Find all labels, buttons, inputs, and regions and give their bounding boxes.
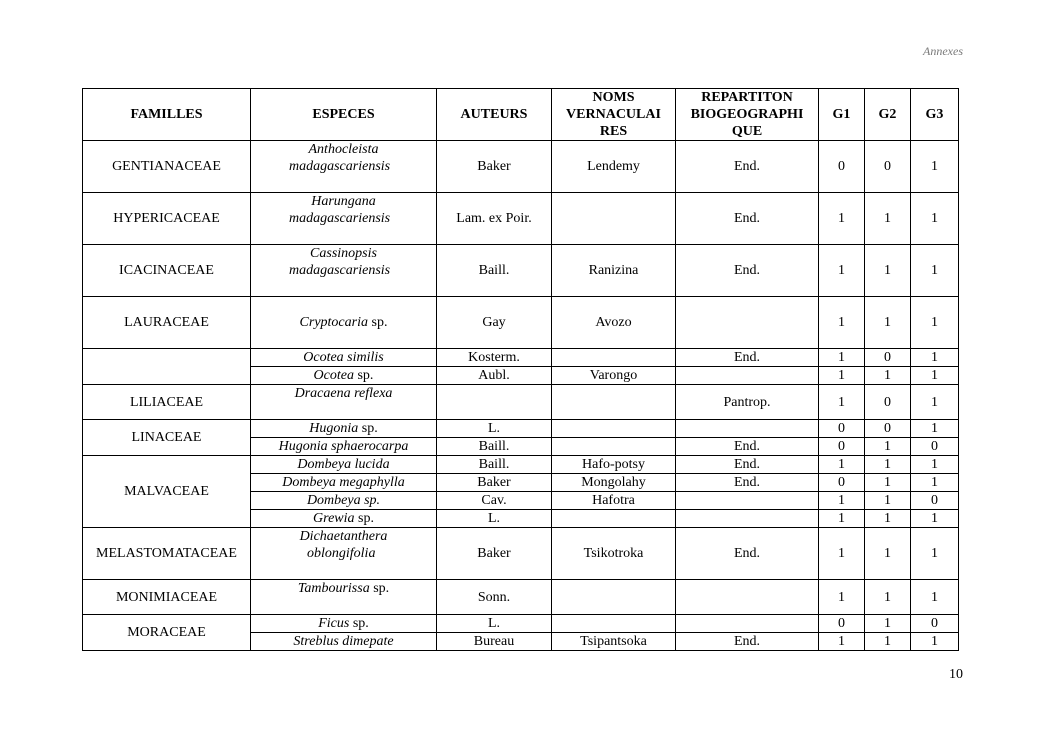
- author-cell: Kosterm.: [437, 349, 552, 367]
- species-table: [82, 88, 959, 651]
- g1-cell: 1: [819, 367, 865, 385]
- vernacular-cell: Hafotra: [552, 492, 676, 510]
- species-cell: [251, 349, 437, 367]
- g3-cell: 1: [911, 367, 959, 385]
- species-name: Dombeya megaphylla: [282, 475, 405, 490]
- g1-cell: 1: [819, 580, 865, 615]
- vernacular-cell: [552, 193, 676, 245]
- distribution-cell: [676, 367, 819, 385]
- g3-cell: 0: [911, 438, 959, 456]
- species-suffix: sp.: [349, 616, 369, 631]
- g3-cell: 1: [911, 474, 959, 492]
- g1-cell: 1: [819, 528, 865, 580]
- distribution-cell: [676, 420, 819, 438]
- family-cell: MORACEAE: [83, 615, 251, 651]
- species-line2: oblongifolia: [307, 546, 376, 561]
- g2-cell: 1: [865, 633, 911, 651]
- species-cell: [251, 528, 437, 580]
- table-row: [83, 245, 959, 297]
- g2-cell: 1: [865, 367, 911, 385]
- species-cell: [251, 367, 437, 385]
- family-cell: ICACINACEAE: [83, 245, 251, 297]
- g3-cell: 1: [911, 193, 959, 245]
- author-cell: Baker: [437, 474, 552, 492]
- col-header-noms-line3: RES: [599, 124, 628, 139]
- species-name: Streblus dimepate: [293, 634, 394, 649]
- col-header-rep-line2: BIOGEOGRAPHI: [690, 107, 804, 122]
- g3-cell: 1: [911, 528, 959, 580]
- species-name: Ficus: [318, 616, 350, 631]
- distribution-cell: End.: [676, 141, 819, 193]
- g2-cell: 0: [865, 141, 911, 193]
- table-row: [83, 420, 959, 438]
- species-suffix: sp.: [353, 368, 374, 383]
- col-header-familles: FAMILLES: [83, 89, 251, 141]
- species-cell: [251, 633, 437, 651]
- species-name: Hugonia: [309, 421, 359, 436]
- author-cell: [437, 385, 552, 420]
- g1-cell: 1: [819, 297, 865, 349]
- g1-cell: 0: [819, 615, 865, 633]
- g2-cell: 1: [865, 456, 911, 474]
- author-cell: Gay: [437, 297, 552, 349]
- vernacular-cell: [552, 510, 676, 528]
- species-name: Dombeya lucida: [297, 457, 390, 472]
- col-header-noms-line2: VERNACULAI: [566, 107, 661, 122]
- vernacular-cell: Hafo-potsy: [552, 456, 676, 474]
- g1-cell: 1: [819, 245, 865, 297]
- g3-cell: 1: [911, 297, 959, 349]
- g2-cell: 0: [865, 349, 911, 367]
- species-line1: Cassinopsis: [310, 246, 377, 261]
- col-header-auteurs: AUTEURS: [437, 89, 552, 141]
- family-cell: GENTIANACEAE: [83, 141, 251, 193]
- g2-cell: 1: [865, 492, 911, 510]
- g1-cell: 1: [819, 349, 865, 367]
- species-line2: madagascariensis: [289, 211, 391, 226]
- species-name: Grewia: [313, 511, 355, 526]
- distribution-cell: Pantrop.: [676, 385, 819, 420]
- col-header-g1: G1: [819, 89, 865, 141]
- g3-cell: 1: [911, 385, 959, 420]
- distribution-cell: End.: [676, 349, 819, 367]
- author-cell: Sonn.: [437, 580, 552, 615]
- table-row: [83, 580, 959, 615]
- author-cell: Lam. ex Poir.: [437, 193, 552, 245]
- g2-cell: 0: [865, 385, 911, 420]
- table-row: [83, 141, 959, 193]
- table-row: [83, 297, 959, 349]
- g3-cell: 1: [911, 456, 959, 474]
- species-cell: [251, 510, 437, 528]
- distribution-cell: End.: [676, 438, 819, 456]
- species-cell: [251, 193, 437, 245]
- col-header-repartition: [676, 89, 819, 141]
- species-cell: [251, 438, 437, 456]
- species-line1: Dichaetanthera: [299, 529, 388, 544]
- species-suffix: sp.: [354, 511, 374, 526]
- vernacular-cell: Lendemy: [552, 141, 676, 193]
- table-header-row: [83, 89, 959, 141]
- author-cell: L.: [437, 510, 552, 528]
- species-line2: madagascariensis: [289, 263, 391, 278]
- author-cell: L.: [437, 615, 552, 633]
- g1-cell: 0: [819, 474, 865, 492]
- running-header: Annexes: [923, 44, 963, 58]
- g3-cell: 1: [911, 141, 959, 193]
- page-number: 10: [949, 667, 963, 682]
- species-name: Ocotea similis: [303, 350, 384, 365]
- col-header-rep-line1: REPARTITON: [701, 90, 793, 105]
- col-header-noms-line1: NOMS: [592, 90, 635, 105]
- g3-cell: 0: [911, 615, 959, 633]
- family-cell: HYPERICACEAE: [83, 193, 251, 245]
- species-name: Ocotea: [313, 368, 354, 383]
- vernacular-cell: Tsikotroka: [552, 528, 676, 580]
- g2-cell: 1: [865, 510, 911, 528]
- distribution-cell: End.: [676, 528, 819, 580]
- vernacular-cell: [552, 420, 676, 438]
- distribution-cell: [676, 510, 819, 528]
- distribution-cell: [676, 492, 819, 510]
- family-cell: LILIACEAE: [83, 385, 251, 420]
- vernacular-cell: [552, 615, 676, 633]
- family-cell: LINACEAE: [83, 420, 251, 456]
- g3-cell: 0: [911, 492, 959, 510]
- g1-cell: 1: [819, 193, 865, 245]
- g2-cell: 1: [865, 193, 911, 245]
- family-cell: [83, 349, 251, 385]
- species-cell: [251, 456, 437, 474]
- distribution-cell: End.: [676, 245, 819, 297]
- vernacular-cell: Tsipantsoka: [552, 633, 676, 651]
- family-cell: MONIMIACEAE: [83, 580, 251, 615]
- table-row: [83, 615, 959, 633]
- g3-cell: 1: [911, 420, 959, 438]
- species-cell: [251, 297, 437, 349]
- distribution-cell: End.: [676, 633, 819, 651]
- family-cell: MALVACEAE: [83, 456, 251, 528]
- g2-cell: 1: [865, 438, 911, 456]
- col-header-g2: G2: [865, 89, 911, 141]
- species-suffix: sp.: [368, 315, 388, 330]
- col-header-noms-vernaculaires: [552, 89, 676, 141]
- species-cell: [251, 474, 437, 492]
- g1-cell: 1: [819, 510, 865, 528]
- vernacular-cell: [552, 385, 676, 420]
- vernacular-cell: Ranizina: [552, 245, 676, 297]
- vernacular-cell: [552, 580, 676, 615]
- author-cell: L.: [437, 420, 552, 438]
- table-row: [83, 528, 959, 580]
- col-header-especes: ESPECES: [251, 89, 437, 141]
- species-cell: [251, 492, 437, 510]
- g1-cell: 1: [819, 456, 865, 474]
- author-cell: Baker: [437, 141, 552, 193]
- species-suffix: sp.: [369, 581, 390, 596]
- author-cell: Cav.: [437, 492, 552, 510]
- g1-cell: 1: [819, 633, 865, 651]
- g3-cell: 1: [911, 633, 959, 651]
- table-row: [83, 193, 959, 245]
- table-row: [83, 456, 959, 474]
- author-cell: Bureau: [437, 633, 552, 651]
- col-header-rep-line3: QUE: [731, 124, 763, 139]
- species-cell: [251, 141, 437, 193]
- g2-cell: 0: [865, 420, 911, 438]
- distribution-cell: End.: [676, 474, 819, 492]
- g1-cell: 1: [819, 385, 865, 420]
- family-cell: LAURACEAE: [83, 297, 251, 349]
- g2-cell: 1: [865, 615, 911, 633]
- species-line2: madagascariensis: [289, 159, 391, 174]
- family-cell: MELASTOMATACEAE: [83, 528, 251, 580]
- g1-cell: 0: [819, 438, 865, 456]
- vernacular-cell: Avozo: [552, 297, 676, 349]
- species-name: Dombeya sp.: [306, 493, 381, 508]
- distribution-cell: [676, 615, 819, 633]
- species-line1: Harungana: [311, 194, 376, 209]
- g1-cell: 0: [819, 420, 865, 438]
- species-cell: [251, 615, 437, 633]
- vernacular-cell: Mongolahy: [552, 474, 676, 492]
- vernacular-cell: [552, 349, 676, 367]
- g2-cell: 1: [865, 528, 911, 580]
- species-cell: [251, 385, 437, 420]
- g1-cell: 0: [819, 141, 865, 193]
- species-cell: [251, 580, 437, 615]
- g1-cell: 1: [819, 492, 865, 510]
- species-suffix: sp.: [358, 421, 378, 436]
- species-name: Dracaena reflexa: [294, 386, 393, 401]
- g3-cell: 1: [911, 245, 959, 297]
- g2-cell: 1: [865, 474, 911, 492]
- table-row: [83, 349, 959, 367]
- table-row: [83, 385, 959, 420]
- author-cell: Baill.: [437, 456, 552, 474]
- species-line1: Anthocleista: [308, 142, 379, 157]
- species-name: Tambourissa: [297, 581, 370, 596]
- g3-cell: 1: [911, 349, 959, 367]
- distribution-cell: End.: [676, 456, 819, 474]
- distribution-cell: [676, 580, 819, 615]
- author-cell: Baill.: [437, 438, 552, 456]
- distribution-cell: End.: [676, 193, 819, 245]
- g2-cell: 1: [865, 245, 911, 297]
- author-cell: Aubl.: [437, 367, 552, 385]
- species-name: Hugonia sphaerocarpa: [278, 439, 409, 454]
- vernacular-cell: Varongo: [552, 367, 676, 385]
- vernacular-cell: [552, 438, 676, 456]
- g2-cell: 1: [865, 580, 911, 615]
- distribution-cell: [676, 297, 819, 349]
- g2-cell: 1: [865, 297, 911, 349]
- species-name: Cryptocaria: [299, 315, 368, 330]
- col-header-g3: G3: [911, 89, 959, 141]
- g3-cell: 1: [911, 580, 959, 615]
- author-cell: Baill.: [437, 245, 552, 297]
- author-cell: Baker: [437, 528, 552, 580]
- g3-cell: 1: [911, 510, 959, 528]
- species-cell: [251, 420, 437, 438]
- species-cell: [251, 245, 437, 297]
